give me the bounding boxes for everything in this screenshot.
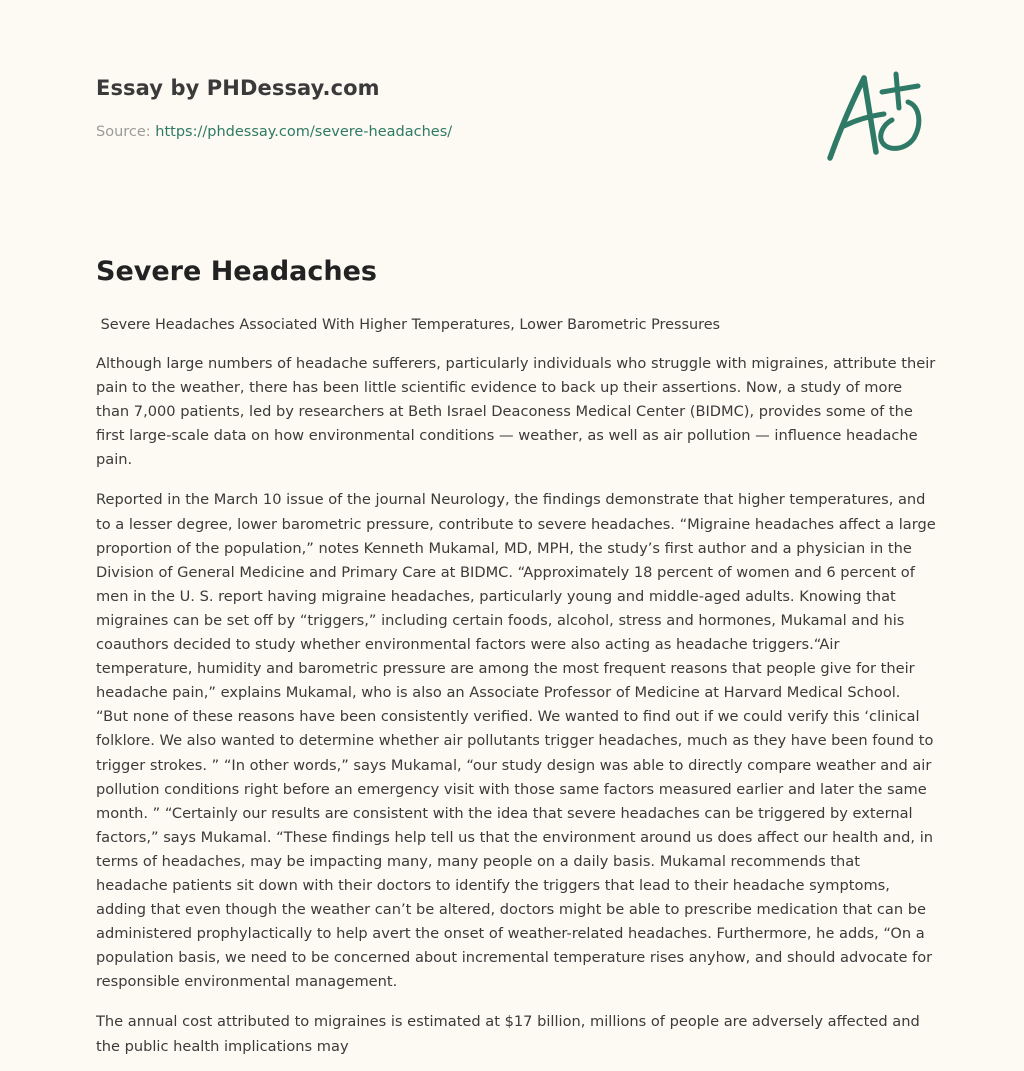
- site-brand: Essay by PHDessay.com: [96, 76, 380, 100]
- source-line: [96, 124, 452, 140]
- source-link[interactable]: https://phdessay.com/severe-headaches/: [155, 124, 453, 140]
- body-paragraph: Although large numbers of headache sufferers, particularly individuals who struggle with migraines, attribute their pain to the weather, there has been little scientific evidence to back up their assertions. Now, a study of more than 7,000 patients, led by researchers at Beth Israel Deaconess Medical Center (BIDMC), provides some of the first large-scale data on how environmental conditions — weather, as well as air pollution — influence headache pain.: [96, 355, 936, 469]
- body-paragraph: Reported in the March 10 issue of the journal Neurology, the findings demonstrate that higher temperatures, and to a lesser degree, lower barometric pressure, contribute to severe headaches. “Migraine headaches affect a large proportion of the population,” notes Kenneth Mukamal, MD, MPH, the study’s first author and a physician in the Division of General Medicine and Primary Care at BIDMC. “Approximately 18 percent of women and 6 percent of men in the U. S. report having migraine headaches, particularly young and middle-aged adults. Knowing that migraines can be set off by “triggers,” including certain foods, alcohol, stress and hormones, Mukamal and his coauthors decided to study whether environmental factors were also acting as headache triggers.“Air temperature, humidity and barometric pressure are among the most frequent reasons that people give for their headache pain,” explains Mukamal, who is also an Associate Professor of Medicine at Harvard Medical School. “But none of these reasons have been consistently verified. We wanted to find out if we could verify this ‘clinical folklore. We also wanted to determine whether air pollutants trigger headaches, much as they have been found to trigger strokes. ” “In other words,” says Mukamal, “our study design was able to directly compare weather and air pollution conditions right before an emergency visit with those same factors measured earlier and later the same month. ” “Certainly our results are consistent with the idea that severe headaches can be triggered by external factors,” says Mukamal. “These findings help tell us that the environment around us does affect our health and, in terms of headaches, may be impacting many, many people on a daily basis. Mukamal recommends that headache patients sit down with their doctors to identify the triggers that lead to their headache symptoms, adding that even though the weather can’t be altered, doctors might be able to prescribe medication that can be administered prophylactically to help avert the onset of weather-related headaches. Furthermore, he adds, “On a population basis, we need to be concerned about incremental temperature rises anyhow, and should advocate for responsible environmental management.: [96, 491, 936, 991]
- source-label: Source:: [96, 124, 156, 140]
- article-body: [96, 352, 936, 1071]
- a-plus-logo-icon: [822, 68, 930, 164]
- article-subtitle: Severe Headaches Associated With Higher Temperatures, Lower Barometric Pressures: [96, 317, 721, 333]
- body-paragraph: The annual cost attributed to migraines is estimated at $17 billion, millions of people are adversely affected and the public health implications may: [96, 1013, 920, 1055]
- page-title: Severe Headaches: [96, 256, 377, 287]
